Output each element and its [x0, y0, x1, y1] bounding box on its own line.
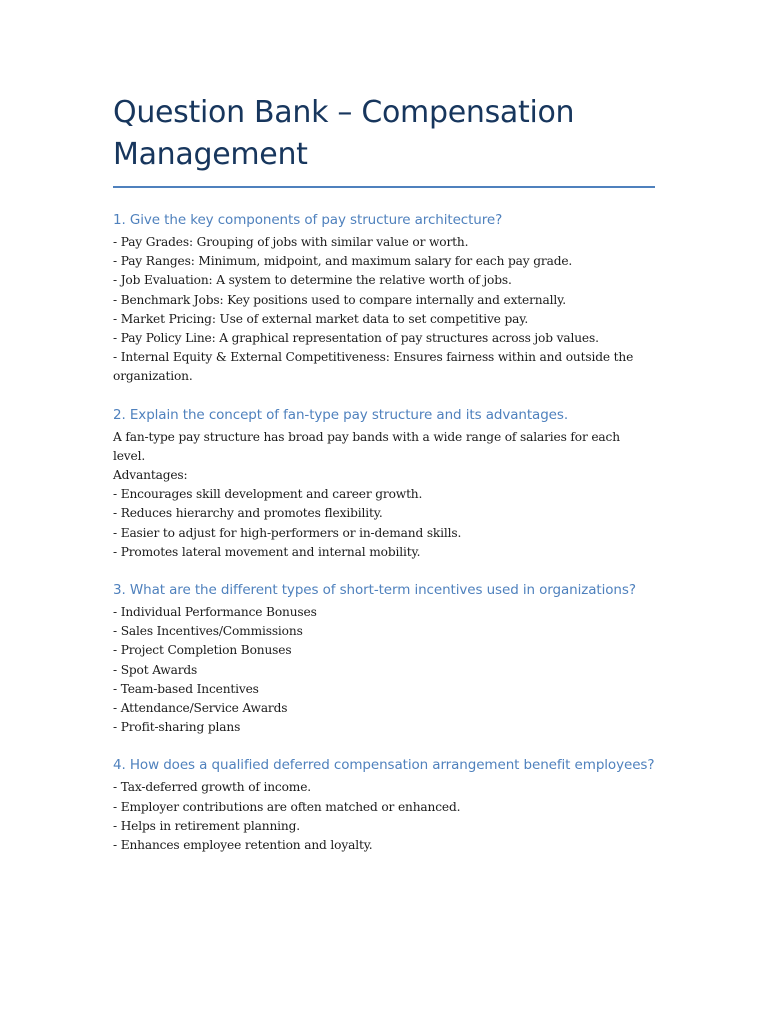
answer-body	[113, 233, 655, 387]
question-heading: 3. What are the different types of short-term incentives used in organizations?	[113, 582, 636, 599]
question-heading: 2. Explain the concept of fan-type pay structure and its advantages.	[113, 406, 569, 423]
answer-body	[113, 603, 655, 737]
answer-line: - Easier to adjust for high-performers or in-demand skills.	[113, 525, 462, 540]
answer-line: - Profit-sharing plans	[113, 720, 241, 735]
answer-line: - Reduces hierarchy and promotes flexibility.	[113, 506, 383, 521]
answer-line: - Pay Policy Line: A graphical representation of pay structures across job values.	[113, 331, 599, 346]
title-divider	[113, 186, 655, 188]
answer-line: - Benchmark Jobs: Key positions used to compare internally and externally.	[113, 292, 566, 307]
document-page	[113, 92, 655, 855]
answer-line: - Job Evaluation: A system to determine the relative worth of jobs.	[113, 273, 512, 288]
answer-line: A fan-type pay structure has broad pay bands with a wide range of salaries for each level.	[113, 429, 620, 463]
question-heading: 1. Give the key components of pay structure architecture?	[113, 212, 503, 228]
answer-body	[113, 428, 655, 562]
answer-line: - Pay Grades: Grouping of jobs with similar value or worth.	[113, 235, 469, 249]
answer-line: - Enhances employee retention and loyalty.	[113, 838, 373, 853]
answer-line: - Attendance/Service Awards	[113, 701, 288, 716]
question-section-4	[113, 753, 655, 855]
answer-line: - Encourages skill development and career growth.	[113, 487, 423, 502]
answer-line: - Spot Awards	[113, 662, 198, 677]
answer-line: - Pay Ranges: Minimum, midpoint, and maximum salary for each pay grade.	[113, 254, 573, 269]
question-section-2	[113, 403, 655, 562]
answer-line: - Market Pricing: Use of external market data to set competitive pay.	[113, 311, 529, 326]
answer-body	[113, 778, 655, 855]
answer-line: Advantages:	[113, 468, 188, 483]
question-section-1	[113, 208, 655, 387]
answer-line: - Project Completion Bonuses	[113, 643, 292, 658]
document-title: Question Bank – Compensation Management	[113, 95, 575, 172]
question-section-3	[113, 578, 655, 737]
answer-line: - Employer contributions are often matched or enhanced.	[113, 799, 461, 814]
answer-line: - Team-based Incentives	[113, 681, 259, 696]
answer-line: - Promotes lateral movement and internal mobility.	[113, 544, 421, 559]
question-heading: 4. How does a qualified deferred compensation arrangement benefit employees?	[113, 757, 655, 774]
answer-line: - Helps in retirement planning.	[113, 818, 300, 833]
answer-line: - Individual Performance Bonuses	[113, 605, 317, 620]
answer-line: - Internal Equity & External Competitiveness: Ensures fairness within and outside the organization.	[113, 350, 634, 384]
answer-line: - Tax-deferred growth of income.	[113, 780, 311, 795]
answer-line: - Sales Incentives/Commissions	[113, 624, 303, 639]
